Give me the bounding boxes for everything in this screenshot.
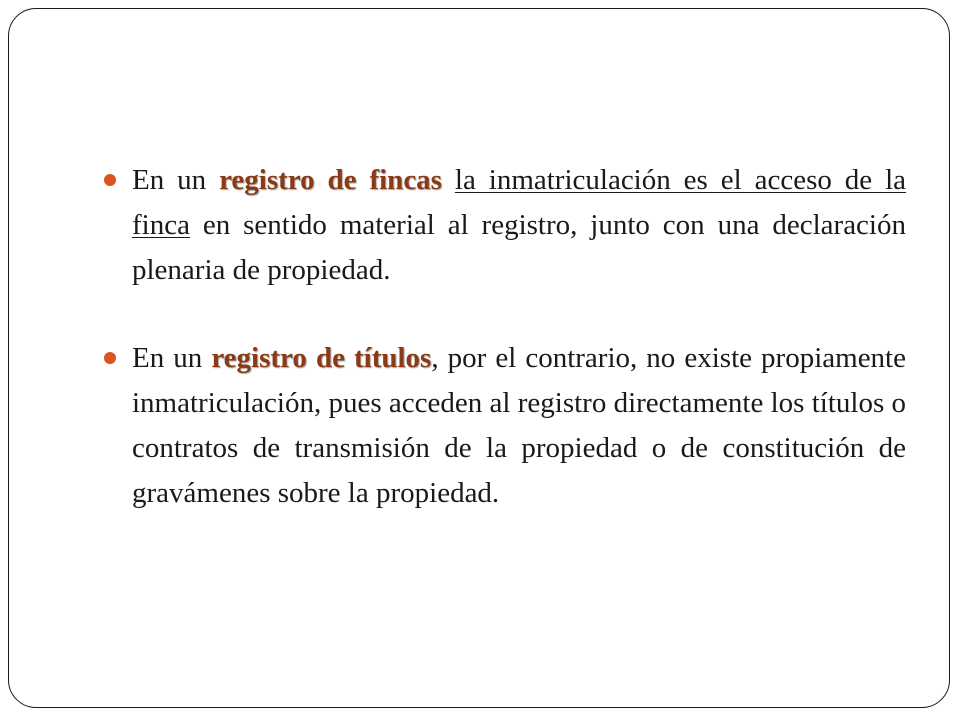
bullet-dot-icon xyxy=(104,174,116,186)
bullet-lead-text: En un xyxy=(132,164,220,196)
bullet-lead-text: En un xyxy=(132,342,212,374)
bullet-dot-icon xyxy=(104,352,116,364)
term-registro-de-titulos: registro de títulos xyxy=(211,342,432,374)
bullet-rest-text: en sentido material al registro, junto con una declaración plenaria de propiedad. xyxy=(132,209,906,286)
bullet-item-registro-de-titulos xyxy=(104,336,906,516)
term-registro-de-fincas: registro de fincas xyxy=(219,164,442,196)
bullet-item-registro-de-fincas xyxy=(104,158,906,293)
bullet-rest-text: , por el contrario, no existe propiamente inmatriculación, pues acceden al registro directamente los títulos o contratos de transmisión de la propiedad o de constitución de gravámenes sobre la propiedad. xyxy=(132,342,906,509)
slide-content xyxy=(104,158,906,516)
underlined-definition: la inmatriculación es el acceso de la finca xyxy=(132,164,907,241)
bullet-spacer-text xyxy=(442,164,455,196)
